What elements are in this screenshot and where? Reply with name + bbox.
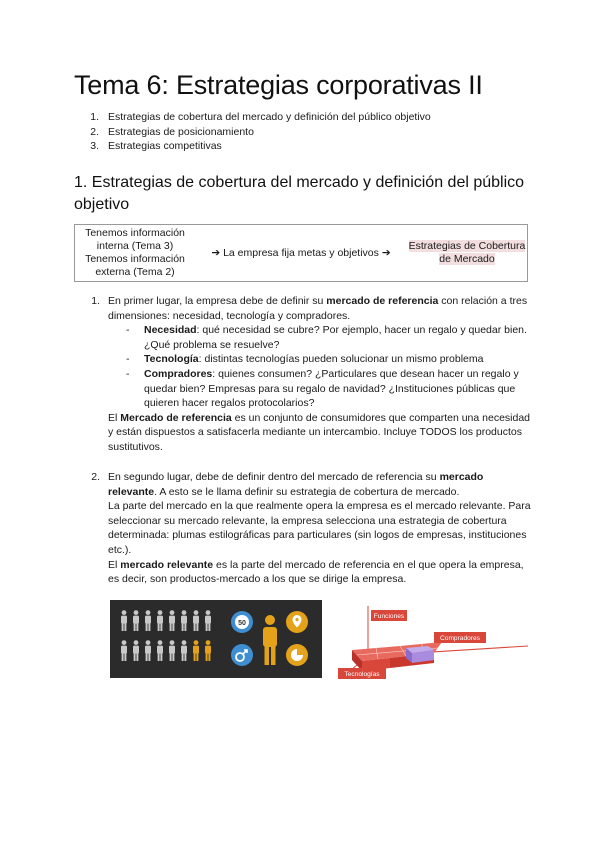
toc-item: 2. Estrategias de posicionamiento xyxy=(90,125,254,138)
list-number: 1. xyxy=(91,295,100,307)
relevant-market-definition: El mercado relevante es la parte del mercado de referencia en el que opera la empresa, es decir, son productos-mercado a los que se dirige la empresa. xyxy=(108,558,524,586)
info-cell-left xyxy=(75,225,196,282)
list-item-2 xyxy=(74,470,534,587)
reference-market-definition: El Mercado de referencia es un conjunto de consumidores que comparten una necesidad y están dispuestos a satisfacerla mediante un intercambio. Incluye TODOS los productos sustitutivos. xyxy=(108,411,531,453)
consumer-segmentation-image xyxy=(110,600,322,678)
info-cell-middle: ➔ La empresa fija metas y objetivos ➔ xyxy=(211,247,391,259)
image-background xyxy=(110,600,322,678)
list-item-1 xyxy=(74,294,534,455)
functions-label: Funciones xyxy=(373,613,405,620)
toc-item: 1. Estrategias de cobertura del mercado y definición del público objetivo xyxy=(90,111,431,123)
internal-info-text: Tenemos información interna (Tema 3) xyxy=(85,227,185,252)
relevant-market-intro: En segundo lugar, debe de definir dentro del mercado de referencia su mercado relevante. A esto se le llama definir su estrategia de cobertura de mercado. xyxy=(108,471,484,498)
location-icon xyxy=(286,611,308,633)
dimension-item: - Compradores: quienes consumen? ¿Particulares que desean hacer un regalo y quedar bien? Empresas para su regalo de navidad? ¿Instituciones públicas que quieren hacer regalos protocolarios? xyxy=(126,367,519,410)
dimension-item: - Tecnología: distintas tecnologías pueden solucionar un mismo problema xyxy=(126,353,484,366)
market-dimensions-diagram xyxy=(338,598,530,680)
coverage-strategy-highlight: Estrategias de Cobertura de Mercado xyxy=(408,240,526,265)
dimension-item: - Necesidad: qué necesidad se cubre? Por ejemplo, hacer un regalo y quedar bien. ¿Qué problema se resuelve? xyxy=(126,324,527,351)
info-cell-right xyxy=(407,225,528,282)
selected-segment xyxy=(406,646,434,663)
technologies-label: Tecnologías xyxy=(344,671,380,678)
info-table xyxy=(74,224,528,282)
age-badge-text: 50 xyxy=(238,620,246,627)
reference-market-intro: En primer lugar, la empresa debe de definir su mercado de referencia con relación a tres dimensiones: necesidad, tecnología y compradores. xyxy=(108,295,528,322)
pie-chart-icon xyxy=(286,644,308,666)
toc-item: 3. Estrategias competitivas xyxy=(90,140,222,152)
external-info-text: Tenemos información externa (Tema 2) xyxy=(85,253,185,278)
buyers-label: Compradores xyxy=(440,635,480,642)
page-title: Tema 6: Estrategias corporativas II xyxy=(74,70,483,100)
gender-icon xyxy=(231,644,253,666)
table-of-contents xyxy=(74,110,431,154)
list-number: 2. xyxy=(91,471,100,483)
relevant-market-explanation: La parte del mercado en la que realmente opera la empresa es el mercado relevante. Para seleccionar su mercado relevante, la empresa selecciona una estrategia de cobertura determinada: plumas estilográficas para particulares (sin logos de empresas, instituciones etc.). xyxy=(108,500,531,556)
age-badge-icon xyxy=(231,611,253,633)
section-title: 1. Estrategias de cobertura del mercado y definición del público objetivo xyxy=(74,174,525,213)
dimension-list xyxy=(108,323,534,411)
